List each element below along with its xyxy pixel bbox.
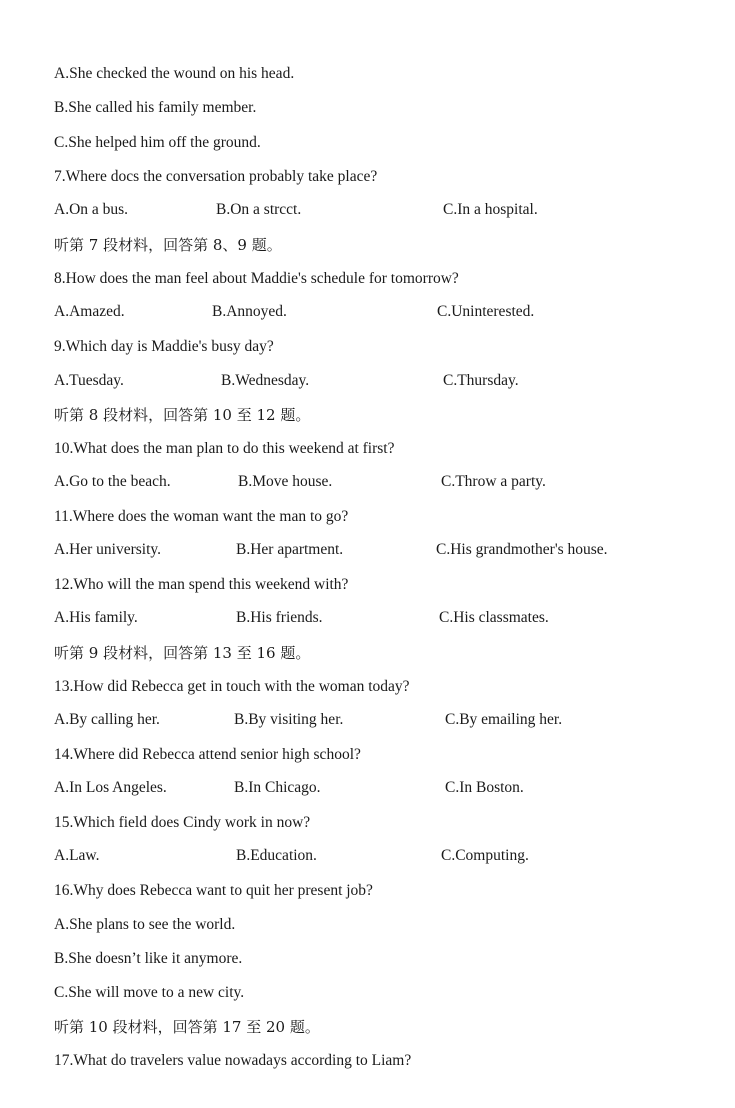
q16-option-b: B.She doesn’t like it anymore. — [54, 950, 243, 967]
section-9-instruction: 听第 9 段材料，回答第 13 至 16 题。 — [54, 644, 311, 662]
q8-option-a: A.Amazed. — [54, 303, 125, 320]
q14-option-a: A.In Los Angeles. — [54, 779, 167, 796]
q7-option-a: A.On a bus. — [54, 201, 129, 218]
q8-option-b: B.Annoyed. — [212, 303, 287, 320]
q13-question: 13.How did Rebecca get in touch with the woman today? — [54, 678, 410, 695]
q13-option-b: B.By visiting her. — [234, 711, 344, 728]
q9-option-c: C.Thursday. — [443, 372, 519, 389]
q11-option-b: B.Her apartment. — [236, 541, 344, 558]
q11-option-a: A.Her university. — [54, 541, 162, 558]
q10-option-b: B.Move house. — [238, 473, 333, 490]
q13-option-c: C.By emailing her. — [445, 711, 563, 728]
q13-option-a: A.By calling her. — [54, 711, 160, 728]
section-7-instruction: 听第 7 段材料，回答第 8、9 题。 — [54, 236, 282, 254]
q12-option-a: A.His family. — [54, 609, 138, 626]
q7-option-b: B.On a strcct. — [216, 201, 302, 218]
q17-question: 17.What do travelers value nowadays according to Liam? — [54, 1052, 412, 1069]
q14-question: 14.Where did Rebecca attend senior high school? — [54, 746, 361, 763]
q15-question: 15.Which field does Cindy work in now? — [54, 814, 311, 831]
q8-option-c: C.Uninterested. — [437, 303, 535, 320]
q15-option-b: B.Education. — [236, 847, 317, 864]
q11-option-c: C.His grandmother's house. — [436, 541, 608, 558]
q14-option-c: C.In Boston. — [445, 779, 524, 796]
q16-option-c: C.She will move to a new city. — [54, 984, 245, 1001]
q12-question: 12.Who will the man spend this weekend with? — [54, 576, 349, 593]
q6-option-a: A.She checked the wound on his head. — [54, 65, 295, 82]
q8-question: 8.How does the man feel about Maddie's schedule for tomorrow? — [54, 270, 459, 287]
q6-option-c: C.She helped him off the ground. — [54, 134, 261, 151]
q12-option-c: C.His classmates. — [439, 609, 549, 626]
q7-option-c: C.In a hospital. — [443, 201, 538, 218]
q15-option-c: C.Computing. — [441, 847, 529, 864]
q9-question: 9.Which day is Maddie's busy day? — [54, 338, 274, 355]
q16-option-a: A.She plans to see the world. — [54, 916, 236, 933]
q15-option-a: A.Law. — [54, 847, 100, 864]
section-10-instruction: 听第 10 段材料，回答第 17 至 20 题。 — [54, 1018, 320, 1036]
q6-option-b: B.She called his family member. — [54, 99, 257, 116]
q10-option-a: A.Go to the beach. — [54, 473, 171, 490]
q10-option-c: C.Throw a party. — [441, 473, 546, 490]
q9-option-a: A.Tuesday. — [54, 372, 124, 389]
q11-question: 11.Where does the woman want the man to go? — [54, 508, 349, 525]
q10-question: 10.What does the man plan to do this weekend at first? — [54, 440, 395, 457]
q7-question: 7.Where docs the conversation probably take place? — [54, 168, 378, 185]
q12-option-b: B.His friends. — [236, 609, 323, 626]
q14-option-b: B.In Chicago. — [234, 779, 321, 796]
q9-option-b: B.Wednesday. — [221, 372, 310, 389]
section-8-instruction: 听第 8 段材料，回答第 10 至 12 题。 — [54, 406, 311, 424]
q16-question: 16.Why does Rebecca want to quit her present job? — [54, 882, 373, 899]
